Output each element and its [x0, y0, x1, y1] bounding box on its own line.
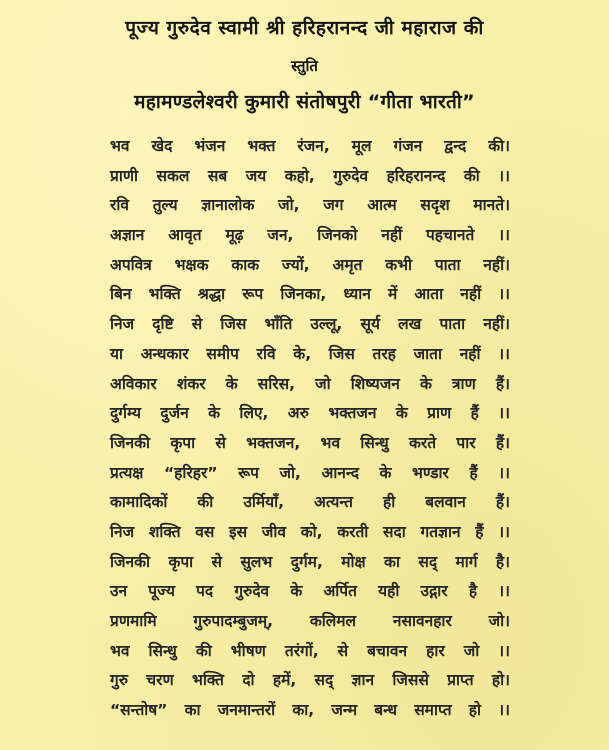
verse-text: भव सिन्धु की भीषण तरंगों, से बचावन हार जो ।।	[110, 641, 510, 660]
verse-text: निज शक्ति वस इस जीव को, करती सदा गतज्ञान हैं ।।	[110, 522, 510, 541]
page-subtitle: स्तुति	[291, 57, 318, 75]
verse-line-19	[110, 666, 510, 696]
verse-line-17	[110, 607, 510, 637]
verse-line-11	[110, 429, 510, 459]
verse-list	[110, 132, 510, 726]
verse-text: कामादिकों की उर्मियाँ, अत्यन्त ही बलवान हैं।	[110, 493, 510, 512]
verse-line-6	[110, 280, 510, 310]
verse-text: जिनकी कृपा से सुलभ दुर्गम, मोक्ष का सद् मार्ग है।	[110, 552, 510, 571]
verse-text: या अन्धकार समीप रवि के, जिस तरह जाता नहीं ।।	[110, 344, 510, 363]
verse-text: प्रणमामि गुरुपादम्बुजम्, कलिमल नसावनहार जो।	[110, 612, 510, 630]
verse-line-3	[110, 191, 510, 221]
verse-text: “सन्तोष” का जनमान्तरों का, जन्म बन्ध समाप्त हो ।।	[110, 701, 510, 720]
verse-line-8	[110, 340, 510, 370]
verse-text: दुर्गम्य दुर्जन के लिए, अरु भक्तजन के प्राण हैं ।।	[110, 404, 510, 423]
verse-text: जिनकी कृपा से भक्तजन, भव सिन्धु करते पार हैं।	[110, 433, 510, 452]
verse-text: अपवित्र भक्षक काक ज्यों, अमृत कभी पाता नहीं।	[110, 255, 510, 274]
verse-text: प्रत्यक्ष “हरिहर” रूप जो, आनन्द के भण्डार हैं ।।	[110, 463, 510, 482]
verse-line-10	[110, 399, 510, 429]
verse-line-1	[110, 132, 510, 162]
verse-line-18	[110, 637, 510, 667]
verse-line-15	[110, 548, 510, 578]
verse-line-9	[110, 370, 510, 400]
verse-text: निज दृष्टि से जिस भाँति उल्लू, सूर्य लख पाता नहीं।	[110, 315, 510, 334]
verse-line-14	[110, 518, 510, 548]
verse-text: बिन भक्ति श्रद्धा रूप जिनका, ध्यान में आता नहीं ।।	[110, 285, 510, 304]
page-title: पूज्य गुरुदेव स्वामी श्री हरिहरानन्द जी महाराज की	[125, 17, 484, 39]
verse-line-12	[110, 459, 510, 489]
verse-text: अविकार शंकर के सरिस, जो शिष्यजन के त्राण हैं।	[110, 374, 510, 393]
verse-text: प्राणी सकल सब जय कहो, गुरुदेव हरिहरानन्द की ।।	[110, 166, 510, 185]
verse-text: भव खेद भंजन भक्त रंजन, मूल गंजन द्वन्द की।	[110, 137, 510, 155]
verse-line-7	[110, 310, 510, 340]
verse-text: उन पूज्य पद गुरुदेव के अर्पित यही उद्गार है ।।	[110, 582, 510, 601]
verse-text: गुरु चरण भक्ति दो हमें, सद् ज्ञान जिससे प्राप्त हो।	[110, 671, 510, 690]
verse-line-13	[110, 488, 510, 518]
verse-line-2	[110, 162, 510, 192]
verse-line-4	[110, 221, 510, 251]
verse-line-20	[110, 696, 510, 726]
author-line: महामण्डलेश्वरी कुमारी संतोषपुरी “गीता भारती”	[134, 91, 475, 113]
verse-line-16	[110, 577, 510, 607]
verse-line-5	[110, 251, 510, 281]
verse-text: रवि तुल्य ज्ञानालोक जो, जग आत्म सदृश मानते।	[110, 196, 510, 215]
verse-text: अज्ञान आवृत मूढ़ जन, जिनको नहीं पहचानते ।।	[110, 226, 510, 245]
